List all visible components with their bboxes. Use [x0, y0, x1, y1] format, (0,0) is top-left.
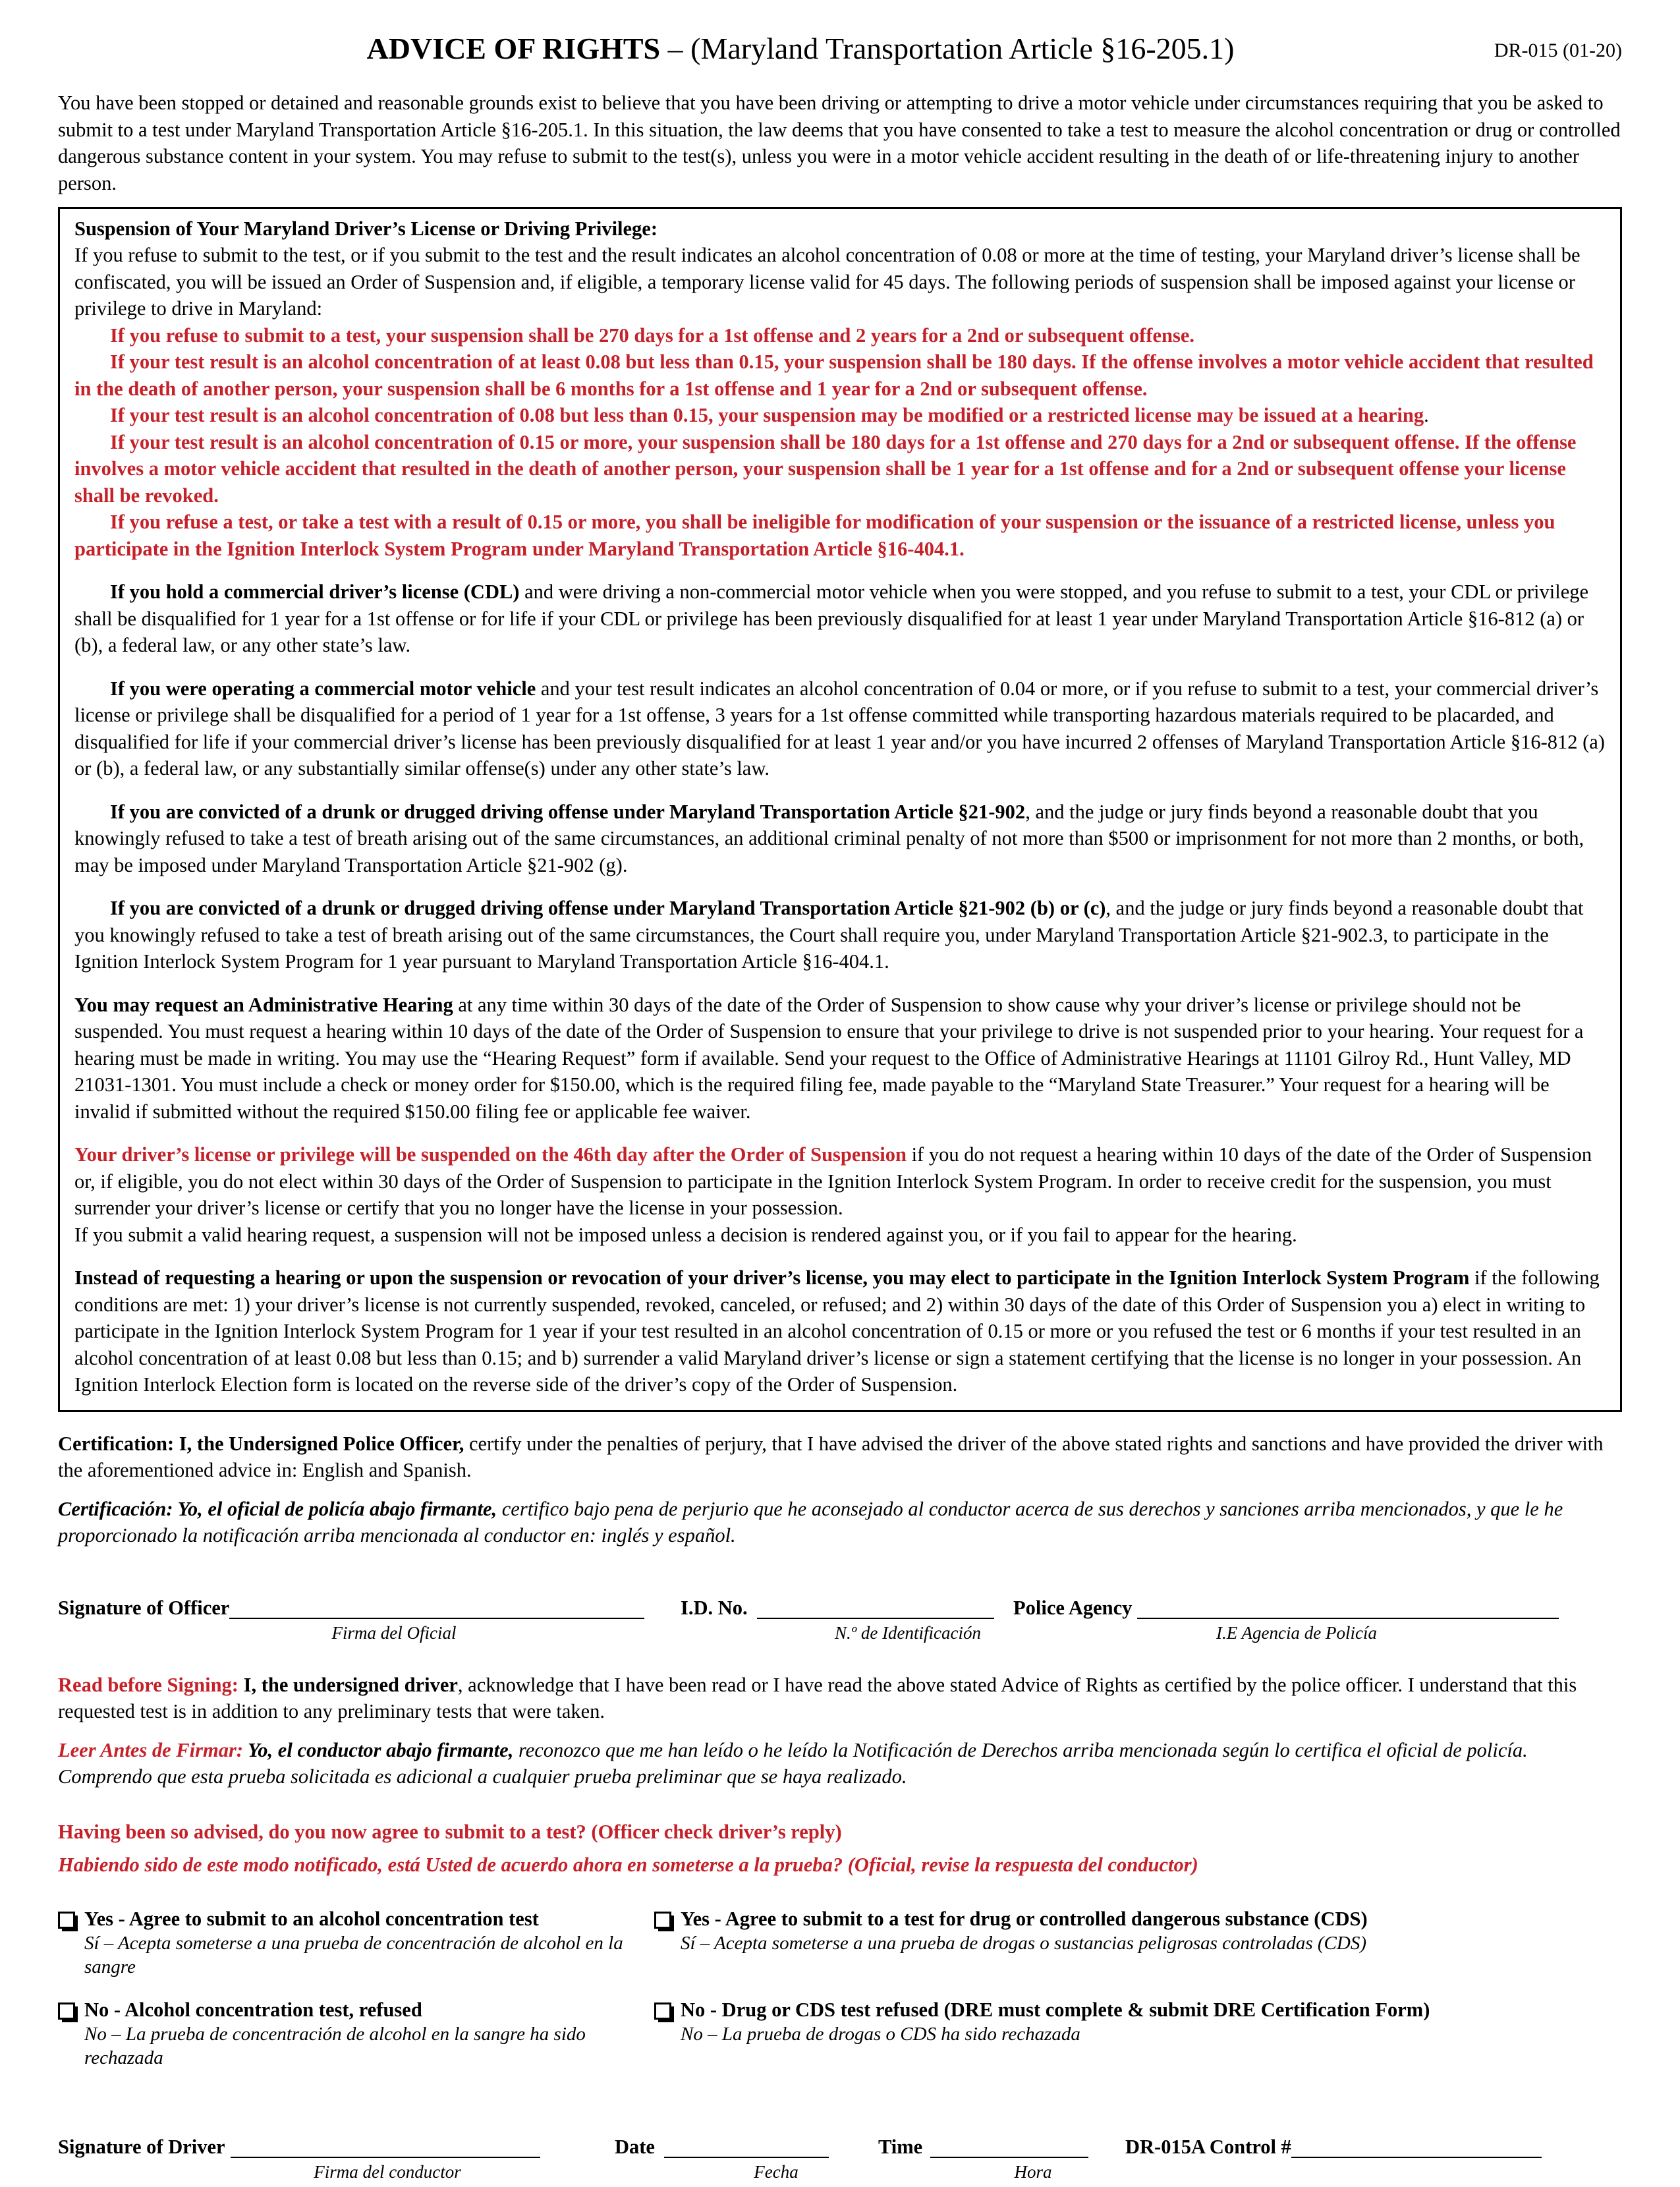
checkbox-icon-no-alcohol[interactable]	[58, 2002, 75, 2020]
control-number-label: DR-015A Control #	[1125, 2135, 1291, 2158]
hearing-rest: at any time within 30 days of the date of the Order of Suspension to show cause why your driver’s license or privilege should not be suspended. You must request a hearing within 10 days of the date of the Order of Suspension to ensure that your privilege to drive is not suspended prior to your hearing. Your request for a hearing must be made in writing. You may use the “Hearing Request” form if available. Send your request to the Office of Administrative Hearings at 11101 Gilroy Rd., Hunt Valley, MD 21031-1301. You must include a check or money order for $150.00, which is the required filing fee, made payable to the “Maryland State Treasurer.” Your request for a hearing will be invalid if submitted without the required $150.00 filing fee or applicable fee waiver.	[74, 993, 1584, 1123]
police-agency-label: Police Agency	[1013, 1596, 1133, 1619]
checkbox-sublabel-yes-drug: Sí – Acepta someterse a una prueba de drogas o sustancias peligrosas controladas (CDS)	[681, 1932, 1366, 1954]
certification-spanish-rest: certifico bajo pena de perjurio que he aconsejado al conductor acerca de sus derechos y sanciones arriba mencionados, y que le he proporcionado la notificación arriba mencionada al conductor en: inglés y español.	[58, 1497, 1563, 1547]
officer-signature-label: Signature of Officer	[58, 1596, 230, 1619]
red-item-5: If you refuse a test, or take a test with a result of 0.15 or more, you shall be ineligible for modification of your suspension or the issuance of a restricted license, unless you participate in the Ignition Interlock System Program under Maryland Transportation Article §16-404.1.	[74, 511, 1555, 560]
cdl-paragraph-rest: and were driving a non-commercial motor vehicle when you were stopped, and you refuse to submit to a test, your CDL or privilege shall be disqualified for 1 year for a 1st offense or for life if your CDL or privilege has been previously disqualified for at least 1 year under Maryland Transportation Article §16-812 (a) or (b), a federal law, or any other state’s law.	[74, 581, 1589, 656]
checkbox-group-no-drug	[654, 1997, 1622, 2070]
hearing-bold: You may request an Administrative Hearing	[74, 993, 453, 1016]
read-before-signing-block	[58, 1672, 1622, 1790]
checkbox-sublabel-no-drug: No – La prueba de drogas o CDS ha sido rechazada	[681, 2023, 1080, 2045]
day46-rest: if you do not request a hearing within 10 days of the date of the Order of Suspension or, if eligible, you do not elect within 30 days of the Order of Suspension to participate in the Ignition Interlock System Program. In order to receive credit for the suspension, you must surrender your driver’s license or certify that you no longer have the license in your possession.	[74, 1143, 1592, 1219]
suspension-lead: If you refuse to submit to the test, or if you submit to the test and the result indicates an alcohol concentration of 0.08 or more at the time of testing, your Maryland driver’s license shall be confiscated, you will be issued an Order of Suspension and, if eligible, a temporary license valid for 45 days. The following periods of suspension shall be imposed against your license or privilege to drive in Maryland:	[74, 244, 1581, 320]
title-rest-part: – (Maryland Transportation Article §16-205.1)	[660, 32, 1235, 65]
interlock-election-bold: Instead of requesting a hearing or upon the suspension or revocation of your driver’s license, you may elect to participate in the Ignition Interlock System Program	[74, 1266, 1470, 1289]
read-before-signing-english	[58, 1672, 1622, 1725]
police-agency-sublabel: I.E Agencia de Policía	[1216, 1622, 1377, 1643]
red-item-3-text: If your test result is an alcohol concentration of 0.08 but less than 0.15, your suspension may be modified or a restricted license may be issued at a hearing	[110, 404, 1424, 426]
page-title	[58, 30, 1622, 67]
read-before-signing-en-red: Read before Signing:	[58, 1673, 238, 1696]
certification-spanish-bold: Certificación: Yo, el oficial de policía abajo firmante,	[58, 1497, 497, 1520]
conviction-a-rest: , and the judge or jury finds beyond a reasonable doubt that you knowingly refused to take a test of breath arising out of the same circumstances, an additional criminal penalty of not more than $500 or imprisonment for not more than 2 months, or both, may be imposed under Maryland Transportation Article §21-902 (g).	[74, 800, 1584, 876]
police-agency-input[interactable]	[1137, 1598, 1559, 1619]
driver-date-input[interactable]	[664, 2137, 829, 2158]
driver-signature-input[interactable]	[231, 2137, 540, 2158]
checkbox-row-yes-alcohol[interactable]	[58, 1906, 654, 1931]
certification-english	[58, 1431, 1622, 1484]
driver-time-label: Time	[878, 2135, 923, 2158]
checkbox-label-no-alcohol: No - Alcohol concentration test, refused	[84, 1998, 422, 2021]
checkbox-label-yes-drug: Yes - Agree to submit to a test for drug or controlled dangerous substance (CDS)	[681, 1907, 1368, 1930]
conviction-b-paragraph	[74, 895, 1606, 975]
cmv-paragraph-rest: and your test result indicates an alcohol concentration of 0.04 or more, or if you refuse to submit to a test, your commercial driver’s license or privilege shall be disqualified for a period of 1 year for a 1st offense, 3 years for a 1st offense committed while transporting hazardous materials required to be placarded, and disqualified for life if your commercial driver’s license has been previously disqualified for at least 1 year and/or you have incurred 2 offenses of Maryland Transportation Article §16-812 (a) or (b), a federal law, or any substantially similar offense(s) under any other state’s law.	[74, 677, 1605, 780]
checkbox-icon-yes-alcohol[interactable]	[58, 1912, 75, 1929]
officer-id-sublabel: N.º de Identificación	[834, 1622, 982, 1643]
day46-red: Your driver’s license or privilege will be suspended on the 46th day after the Order of Suspension	[74, 1143, 907, 1166]
interlock-election-rest: if the following conditions are met: 1) your driver’s license is not currently suspended, revoked, canceled, or refused; and 2) within 30 days of the date of this Order of Suspension you a) elect in writing to participate in the Ignition Interlock System Program for 1 year if your test resulted in an alcohol concentration of 0.15 or more or you refused the test or 6 months if your test resulted in an alcohol concentration of at least 0.08 but less than 0.15; and b) surrender a valid Maryland driver’s license or sign a statement certifying that the license is no longer in your possession. An Ignition Interlock Election form is located on the reverse side of the driver’s copy of the Order of Suspension.	[74, 1266, 1600, 1396]
officer-id-label: I.D. No.	[681, 1596, 748, 1619]
driver-signature-row	[58, 2126, 1622, 2187]
officer-signature-row	[58, 1587, 1622, 1648]
consent-question-english: Having been so advised, do you now agree to submit to a test? (Officer check driver’s reply)	[58, 1820, 842, 1843]
checkbox-row-no-drug[interactable]	[654, 1997, 1622, 2022]
checkbox-group-yes-drug	[654, 1906, 1622, 1979]
day46-paragraph	[74, 1141, 1606, 1222]
certification-block	[58, 1431, 1622, 1549]
checkbox-row-yes-drug[interactable]	[654, 1906, 1622, 1931]
red-item-4: If your test result is an alcohol concentration of 0.15 or more, your suspension shall be 180 days for a 1st offense and 270 days for a 2nd or subsequent offense. If the offense involves a motor vehicle accident that resulted in the death of another person, your suspension shall be 1 year for a 1st offense and for a 2nd or subsequent offense your license shall be revoked.	[74, 430, 1577, 507]
checkbox-group-yes-alcohol	[58, 1906, 654, 1979]
valid-request-paragraph: If you submit a valid hearing request, a suspension will not be imposed unless a decision is rendered against you, or if you fail to appear for the hearing.	[74, 1223, 1297, 1246]
control-number-input[interactable]	[1291, 2137, 1542, 2158]
checkbox-label-yes-alcohol: Yes - Agree to submit to an alcohol concentration test	[84, 1907, 539, 1930]
conviction-a-paragraph	[74, 799, 1606, 879]
read-before-signing-en-rest: , acknowledge that I have been read or I have read the above stated Advice of Rights as certified by the police officer. I understand that this requested test is in addition to any preliminary tests that were taken.	[58, 1673, 1577, 1722]
driver-time-sublabel: Hora	[1014, 2161, 1052, 2182]
officer-signature-sublabel: Firma del Oficial	[331, 1622, 457, 1643]
consent-question-spanish: Habiendo sido de este modo notificado, está Usted de acuerdo ahora en someterse a la prueba? (Oficial, revise la respuesta del conductor)	[58, 1853, 1198, 1876]
checkbox-icon-yes-drug[interactable]	[654, 1912, 671, 1929]
driver-reply-checkbox-grid	[58, 1906, 1622, 2070]
cmv-paragraph-bold: If you were operating a commercial motor vehicle	[110, 677, 536, 700]
checkbox-group-no-alcohol	[58, 1997, 654, 2070]
read-before-signing-spanish	[58, 1737, 1622, 1790]
red-item-3-period: .	[1424, 404, 1429, 426]
conviction-b-rest: , and the judge or jury finds beyond a reasonable doubt that you knowingly refused to take a test of breath arising out of the same circumstances, the Court shall require you, under Maryland Transportation Article §21-902.3, to participate in the Ignition Interlock System Program for 1 year pursuant to Maryland Transportation Article §16-404.1.	[74, 897, 1584, 973]
interlock-election-paragraph	[74, 1264, 1606, 1398]
read-before-signing-en-bold: I, the undersigned driver	[238, 1673, 458, 1696]
checkbox-sublabel-yes-alcohol: Sí – Acepta someterse a una prueba de concentración de alcohol en la sangre	[84, 1932, 623, 1977]
read-before-signing-es-bold: Yo, el conductor abajo firmante,	[242, 1738, 514, 1761]
hearing-paragraph	[74, 992, 1606, 1125]
checkbox-icon-no-drug[interactable]	[654, 2002, 671, 2020]
consent-question-block	[58, 1818, 1622, 1879]
red-item-3	[74, 402, 1606, 429]
conviction-a-bold: If you are convicted of a drunk or drugged driving offense under Maryland Transportation Article §21-902	[110, 800, 1026, 823]
driver-date-label: Date	[615, 2135, 655, 2158]
checkbox-row-no-alcohol[interactable]	[58, 1997, 654, 2022]
driver-date-sublabel: Fecha	[754, 2161, 798, 2182]
title-bold-part: ADVICE OF RIGHTS	[366, 32, 661, 65]
cdl-paragraph	[74, 579, 1606, 659]
driver-time-input[interactable]	[930, 2137, 1088, 2158]
red-item-1: If you refuse to submit to a test, your suspension shall be 270 days for a 1st offense and 2 years for a 2nd or subsequent offense.	[110, 324, 1195, 347]
intro-paragraph: You have been stopped or detained and reasonable grounds exist to believe that you have been driving or attempting to drive a motor vehicle under circumstances requiring that you be asked to submit to a test under Maryland Transportation Article §16-205.1. In this situation, the law deems that you have consented to take a test to measure the alcohol concentration or drug or controlled dangerous substance content in your system. You may refuse to submit to the test(s), unless you were in a motor vehicle accident resulting in the death of or life-threatening injury to another person.	[58, 92, 1621, 194]
cdl-paragraph-bold: If you hold a commercial driver’s license (CDL)	[110, 581, 520, 603]
certification-spanish	[58, 1496, 1622, 1549]
certification-english-rest: certify under the penalties of perjury, that I have advised the driver of the above stated rights and sanctions and have provided the driver with the aforementioned advice in: English and Spanish.	[58, 1432, 1604, 1481]
checkbox-label-no-drug: No - Drug or CDS test refused (DRE must complete & submit DRE Certification Form)	[681, 1998, 1430, 2021]
conviction-b-bold: If you are convicted of a drunk or drugged driving offense under Maryland Transportation Article §21-902 (b) or (c)	[110, 897, 1106, 919]
driver-signature-label: Signature of Driver	[58, 2135, 225, 2158]
checkbox-sublabel-no-alcohol: No – La prueba de concentración de alcohol en la sangre ha sido rechazada	[84, 2023, 586, 2068]
read-before-signing-es-red: Leer Antes de Firmar:	[58, 1738, 243, 1761]
driver-signature-sublabel: Firma del conductor	[314, 2161, 461, 2182]
red-item-2: If your test result is an alcohol concentration of at least 0.08 but less than 0.15, your suspension shall be 180 days. If the offense involves a motor vehicle accident that resulted in the death of another person, your suspension shall be 6 months for a 1st offense and 1 year for a 2nd or subsequent offense.	[74, 351, 1594, 400]
read-before-signing-es-rest: reconozco que me han leído o he leído la Notificación de Derechos arriba mencionada según lo certifica el oficial de policía. Comprendo que esta prueba solicitada es adicional a cualquier prueba preliminar que se haya realizado.	[58, 1738, 1528, 1788]
certification-english-bold: Certification: I, the Undersigned Police Officer,	[58, 1432, 464, 1455]
officer-id-input[interactable]	[757, 1598, 994, 1619]
suspension-heading: Suspension of Your Maryland Driver’s License or Driving Privilege:	[74, 217, 658, 240]
suspension-box	[58, 207, 1622, 1412]
cmv-paragraph	[74, 675, 1606, 782]
form-code: DR-015 (01-20)	[1494, 40, 1622, 61]
document-header	[58, 30, 1622, 83]
officer-signature-input[interactable]	[229, 1598, 644, 1619]
